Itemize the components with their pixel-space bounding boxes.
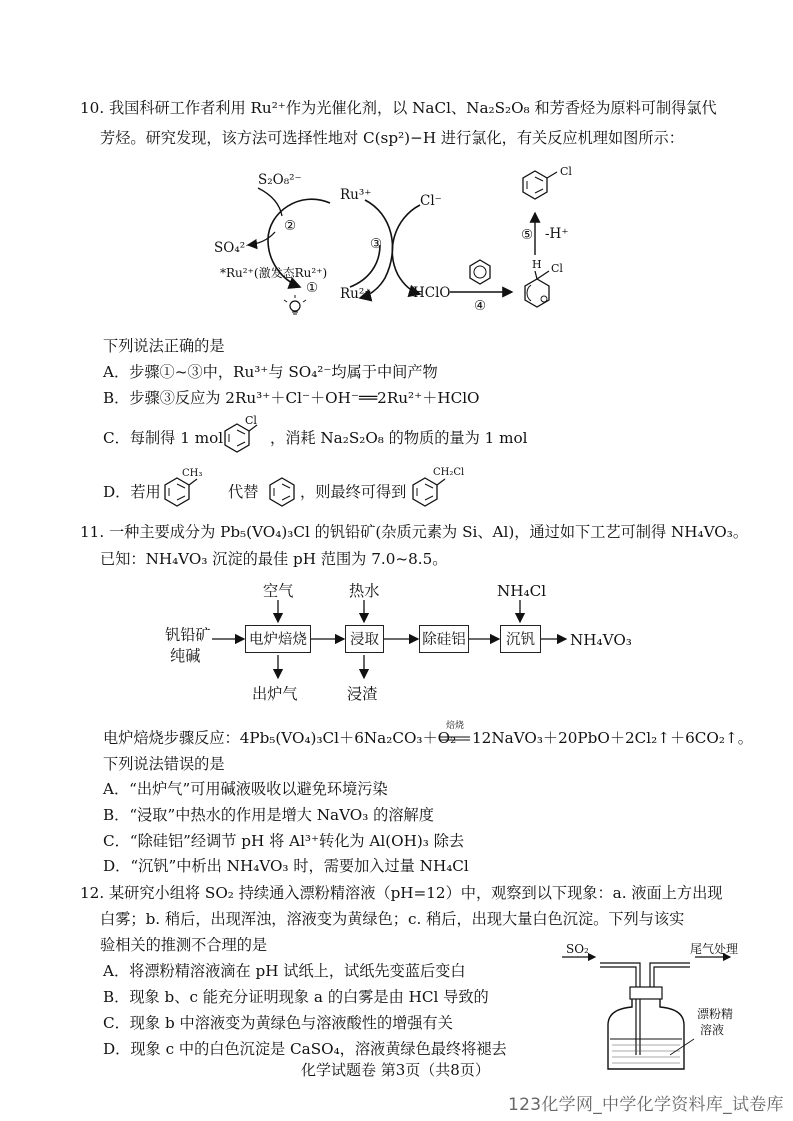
q11-reaction-post: 12NaVO₃＋20PbO＋2Cl₂↑＋6CO₂↑。: [472, 729, 753, 747]
label-s2o8: S₂O₈²⁻: [258, 172, 302, 188]
label-so4: SO₄²⁻: [214, 240, 253, 256]
label-cl-top: Cl: [560, 165, 572, 178]
cl-to-hclo-arc: [392, 205, 420, 294]
flow-box-remove-si-al: 除硅铝: [419, 625, 469, 653]
q10-stem-line2: 芳烃。研究发现，该方法可选择性地对 C(sp²)−H 进行氯化，有关反应机理如图所示：: [100, 129, 684, 147]
page-footer: 化学试题卷 第3页（共8页）: [301, 1061, 490, 1079]
flow-box-leaching: 浸取: [345, 625, 384, 653]
q10-stem-line1: 10. 我国科研工作者利用 Ru²⁺作为光催化剂，以 NaCl、Na₂S₂O₈ 和芳香烃为原料可制得氯代: [80, 99, 717, 117]
chlorobenzene-structure: [523, 171, 557, 199]
q12-option-b: B．现象 b、c 能充分证明现象 a 的白雾是由 HCl 导致的: [103, 988, 489, 1006]
q10-option-c-post: ，消耗 Na₂S₂O₈ 的物质的量为 1 mol: [270, 429, 528, 447]
label-step4: ④: [474, 298, 487, 314]
q11-option-a: A．“出炉气”可用碱液吸收以避免环境污染: [103, 780, 388, 798]
benzyl-chloride-icon: [405, 472, 465, 512]
flow-nh4cl-label: NH₄Cl: [497, 582, 547, 600]
label-ru2-excited: *Ru²⁺(激发态Ru²⁺): [220, 266, 328, 280]
q11-option-c: C．“除硅铝”经调节 pH 将 Al³⁺转化为 Al(OH)₃ 除去: [103, 832, 465, 850]
q11-option-b: B．“浸取”中热水的作用是增大 NaVO₃ 的溶解度: [103, 806, 434, 824]
flow-product-label: NH₄VO₃: [570, 631, 632, 649]
label-step3: ③: [370, 236, 383, 252]
q11-reaction-equals: [440, 736, 470, 742]
label-ch2cl: CH₂Cl: [433, 467, 465, 478]
q10-option-d-mid: 代替: [228, 483, 259, 501]
benzene-icon: [262, 472, 302, 512]
flow-residue-label: 浸渣: [347, 685, 378, 703]
q11-option-d: D．“沉钒”中析出 NH₄VO₃ 时，需要加入过量 NH₄Cl: [103, 857, 469, 875]
q12-option-a: A．将漂粉精溶液滴在 pH 试纸上，试纸先变蓝后变白: [103, 962, 466, 980]
q11-reaction-pre: 电炉焙烧步骤反应：4Pb₅(VO₄)₃Cl＋6Na₂CO₃＋O₂: [103, 729, 457, 747]
label-ch3: CH₃: [182, 468, 203, 479]
apparatus-solution-label2: 溶液: [700, 1023, 725, 1037]
q12-stem-line1: 12. 某研究小组将 SO₂ 持续通入漂粉精溶液（pH=12）中，观察到以下现象：a. 液面上方出现: [80, 884, 723, 902]
label-cl-sigma: Cl: [551, 262, 563, 275]
label-h: H: [532, 258, 542, 271]
label-step1: ①: [306, 280, 319, 296]
q11-stem-line1: 11. 一种主要成分为 Pb₅(VO₄)₃Cl 的钒铅矿(杂质元素为 Si、Al)，通过如下工艺可制得 NH₄VO₃。: [80, 523, 749, 541]
flow-gas-out-label: 出炉气: [252, 685, 298, 703]
q10-option-d-post: ，则最终可得到: [300, 483, 407, 501]
label-cl-minus: Cl⁻: [420, 193, 442, 209]
q11-stem-line2: 已知：NH₄VO₃ 沉淀的最佳 pH 范围为 7.0~8.5。: [100, 550, 448, 568]
q11-prompt: 下列说法错误的是: [103, 755, 225, 773]
flow-ore-label: 钒铅矿: [165, 626, 211, 644]
q10-prompt: 下列说法正确的是: [103, 337, 225, 355]
apparatus-so2-label: SO₂: [566, 942, 589, 956]
site-watermark: 123化学网_中学化学资料库_试卷库: [508, 1095, 784, 1115]
label-step2: ②: [284, 218, 297, 234]
label-ru2: Ru²⁺: [340, 286, 372, 302]
apparatus-solution-label1: 漂粉精: [697, 1007, 734, 1021]
flow-soda-label: 纯碱: [170, 647, 201, 665]
q10-mechanism-diagram: [0, 0, 793, 330]
q12-option-d: D．现象 c 中的白色沉淀是 CaSO₄，溶液黄绿色最终将褪去: [103, 1040, 507, 1058]
label-step5: ⑤: [521, 227, 534, 243]
label-hclo: HClO: [413, 285, 451, 301]
flow-air-label: 空气: [263, 582, 294, 600]
label-cl-option-c: Cl: [245, 414, 257, 427]
flow-hot-water-label: 热水: [349, 582, 380, 600]
q12-stem-line3: 验相关的推测不合理的是: [100, 936, 268, 954]
light-bulb-icon: [284, 295, 306, 314]
q10-option-c-pre: C．每制得 1 mol: [103, 429, 224, 447]
flow-box-roasting: 电炉焙烧: [245, 625, 311, 653]
q10-option-d-pre: D．若用: [103, 483, 161, 501]
q11-reaction-condition: 焙烧: [446, 721, 465, 731]
label-ru3: Ru³⁺: [340, 187, 372, 203]
step2-arrow-top: [258, 188, 282, 216]
q12-stem-line2: 白雾；b. 稍后，出现浑浊，溶液变为黄绿色；c. 稍后，出现大量白色沉淀。下列与该实: [100, 910, 685, 928]
sigma-complex-structure: [525, 271, 549, 307]
q10-option-b: B．步骤③反应为 2Ru³⁺＋Cl⁻＋OH⁻══2Ru²⁺＋HClO: [103, 389, 480, 407]
label-minus-h: -H⁺: [545, 226, 569, 242]
apparatus-tail-gas-label: 尾气处理: [690, 942, 739, 956]
q12-option-c: C．现象 b 中溶液变为黄绿色与溶液酸性的增强有关: [103, 1014, 453, 1032]
flow-box-precipitate-v: 沉钒: [500, 625, 541, 653]
q11-flowchart-arrows: [0, 580, 793, 700]
q10-option-a: A．步骤①~③中，Ru³⁺与 SO₄²⁻均属于中间产物: [103, 363, 438, 381]
benzene-reagent: [470, 260, 490, 284]
